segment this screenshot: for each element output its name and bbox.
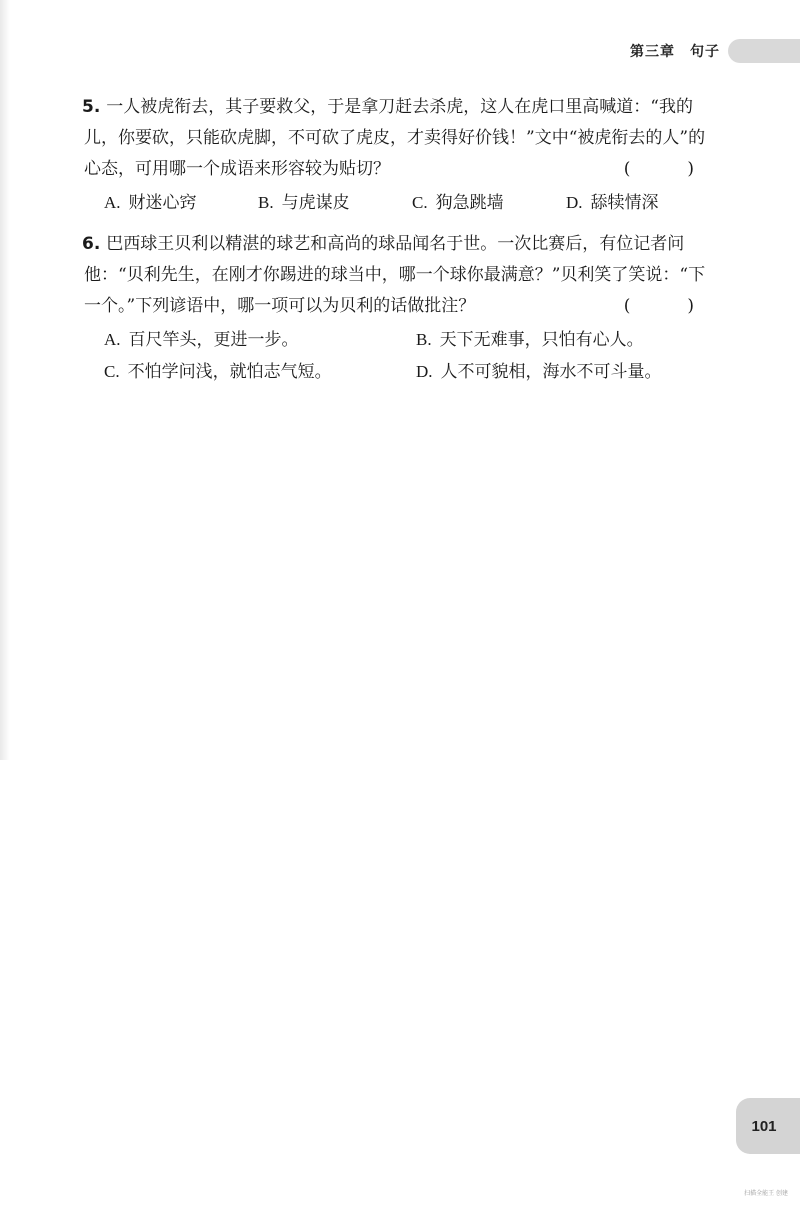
page-number-tab [736,1098,800,1154]
option-a [104,187,258,219]
option-text: 百尺竿头，更进一步。 [128,330,299,350]
option-text: 狗急跳墙 [435,193,504,213]
option-letter: C. [104,362,120,381]
question-number: 5. [82,97,101,117]
option-b [258,187,412,219]
option-text: 财迷心窍 [128,193,197,213]
option-c [104,356,416,388]
question-5 [84,92,720,219]
option-b [416,324,716,356]
answer-blank: ( ) [623,296,714,316]
answer-blank: ( ) [623,159,714,179]
options-list [104,324,720,388]
question-text: 一人被虎衔去，其子要救父，于是拿刀赶去杀虎，这人在虎口里高喊道：“我的儿，你要砍，只能砍虎脚，不可砍了虎皮，才卖得好价钱！”文中“被虎衔去的人”的心态，可用哪一个成语来形容较为贴切？ [84,97,706,179]
option-letter: D. [416,362,433,381]
option-text: 与虎谋皮 [281,193,350,213]
chapter-tab [728,39,800,63]
page-edge-shadow [0,0,10,760]
question-6 [84,229,720,388]
option-letter: B. [258,193,274,212]
option-text: 不怕学问浅，就怕志气短。 [127,362,332,382]
question-text: 巴西球王贝利以精湛的球艺和高尚的球品闻名于世。一次比赛后，有位记者问他：“贝利先生，在刚才你踢进的球当中，哪一个球你最满意？”贝利笑了笑说：“下一个。”下列谚语中，哪一项可以为贝利的话做批注？ [84,234,706,316]
option-letter: D. [566,193,583,212]
question-stem [84,92,720,185]
option-d [566,187,720,219]
option-letter: C. [412,193,428,212]
options-list [104,187,720,219]
option-c [412,187,566,219]
question-stem [84,229,720,322]
option-d [416,356,716,388]
option-letter: A. [104,193,121,212]
option-letter: A. [104,330,121,349]
chapter-title: 第三章 句子 [630,44,720,60]
question-number: 6. [82,234,101,254]
option-letter: B. [416,330,432,349]
option-text: 天下无难事，只怕有心人。 [439,330,644,350]
page-number: 101 [751,1117,777,1135]
option-text: 人不可貌相，海水不可斗量。 [440,362,662,382]
scanner-watermark: 扫描全能王 创建 [744,1190,788,1197]
chapter-header [630,38,800,64]
option-text: 舔犊情深 [590,193,659,213]
option-a [104,324,416,356]
